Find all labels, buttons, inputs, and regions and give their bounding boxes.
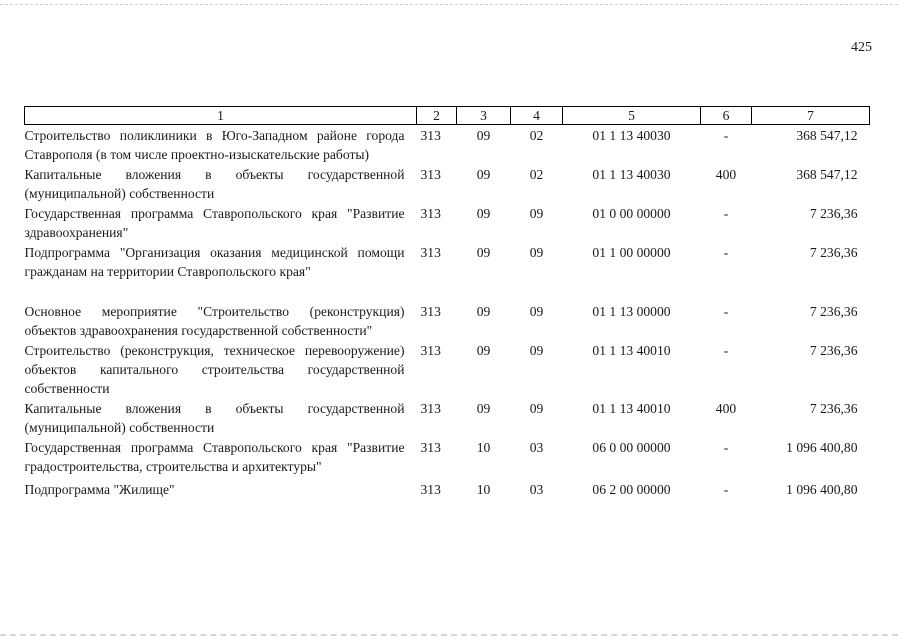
table-row [25,301,870,340]
row-subsection-code: 02 [529,128,544,143]
row-name: Строительство поликлиники в Юго-Западном районе города Ставрополя (в том числе проектно-изыскательские работы) [24,128,405,162]
row-name: Капитальные вложения в объекты государственной (муниципальной) собственности [24,401,405,435]
row-expense-type: - [723,343,729,358]
row-ministry-code: 313 [420,482,441,497]
scan-edge-top [0,4,898,5]
row-amount: 368 547,12 [796,128,858,143]
row-subsection-code: 02 [529,167,544,182]
row-subsection-code: 09 [529,206,544,221]
row-ministry-code: 313 [420,167,441,182]
row-amount: 1 096 400,80 [786,482,858,497]
row-section-code: 10 [476,482,491,497]
row-amount: 7 236,36 [809,304,858,319]
row-amount: 7 236,36 [809,245,858,260]
budget-table [24,106,870,499]
table-row [25,340,870,398]
table-row [25,203,870,242]
row-target-article: 06 2 00 00000 [592,482,671,497]
row-subsection-code: 09 [529,401,544,416]
row-ministry-code: 313 [420,245,441,260]
row-ministry-code: 313 [420,343,441,358]
row-section-code: 09 [476,401,491,416]
row-target-article: 06 0 00 00000 [592,440,671,455]
row-target-article: 01 0 00 00000 [592,206,671,221]
row-subsection-code: 09 [529,245,544,260]
page-number: 425 [851,40,872,55]
row-expense-type: - [723,206,729,221]
table-row [25,437,870,476]
row-name: Подпрограмма "Жилище" [24,482,175,497]
row-expense-type: - [723,440,729,455]
row-target-article: 01 1 00 00000 [592,245,671,260]
row-target-article: 01 1 13 40030 [592,167,671,182]
row-spacer [25,281,870,301]
row-expense-type: - [723,482,729,497]
row-subsection-code: 09 [529,304,544,319]
row-section-code: 09 [476,206,491,221]
row-expense-type: - [723,128,729,143]
column-header: 4 [511,107,563,125]
row-target-article: 01 1 13 40030 [592,128,671,143]
table-row [25,125,870,165]
row-section-code: 09 [476,128,491,143]
row-amount: 7 236,36 [809,401,858,416]
row-subsection-code: 03 [529,440,544,455]
row-subsection-code: 03 [529,482,544,497]
row-name: Государственная программа Ставропольского края "Развитие здравоохранения" [24,206,405,240]
row-target-article: 01 1 13 40010 [592,343,671,358]
row-amount: 368 547,12 [796,167,858,182]
row-amount: 1 096 400,80 [786,440,858,455]
table-row [25,476,870,499]
row-ministry-code: 313 [420,128,441,143]
row-expense-type: - [723,245,729,260]
row-amount: 7 236,36 [809,343,858,358]
row-expense-type: - [723,304,729,319]
row-section-code: 09 [476,245,491,260]
table-row [25,398,870,437]
row-name: Основное мероприятие "Строительство (реконструкция) объектов здравоохранения государственной собственности" [24,304,405,338]
row-name: Строительство (реконструкция, техническое перевооружение) объектов капитального строительства государственной собственности [24,343,405,396]
row-amount: 7 236,36 [809,206,858,221]
row-name: Государственная программа Ставропольского края "Развитие градостроительства, строительства и архитектуры" [24,440,405,474]
table-row [25,164,870,203]
row-ministry-code: 313 [420,401,441,416]
table-header-row [25,107,870,125]
row-target-article: 01 1 13 00000 [592,304,671,319]
row-target-article: 01 1 13 40010 [592,401,671,416]
column-header: 1 [25,107,417,125]
row-section-code: 09 [476,167,491,182]
column-header: 3 [457,107,511,125]
column-header: 7 [752,107,870,125]
row-ministry-code: 313 [420,304,441,319]
row-subsection-code: 09 [529,343,544,358]
row-section-code: 09 [476,304,491,319]
column-header: 2 [417,107,457,125]
column-header: 6 [701,107,752,125]
row-ministry-code: 313 [420,440,441,455]
table-row [25,242,870,281]
row-expense-type: 400 [715,401,737,416]
row-ministry-code: 313 [420,206,441,221]
row-section-code: 09 [476,343,491,358]
row-name: Подпрограмма "Организация оказания медицинской помощи гражданам на территории Ставропольского края" [24,245,405,279]
scan-edge-bottom [0,634,898,636]
row-section-code: 10 [476,440,491,455]
row-expense-type: 400 [715,167,737,182]
column-header: 5 [563,107,701,125]
row-name: Капитальные вложения в объекты государственной (муниципальной) собственности [24,167,405,201]
